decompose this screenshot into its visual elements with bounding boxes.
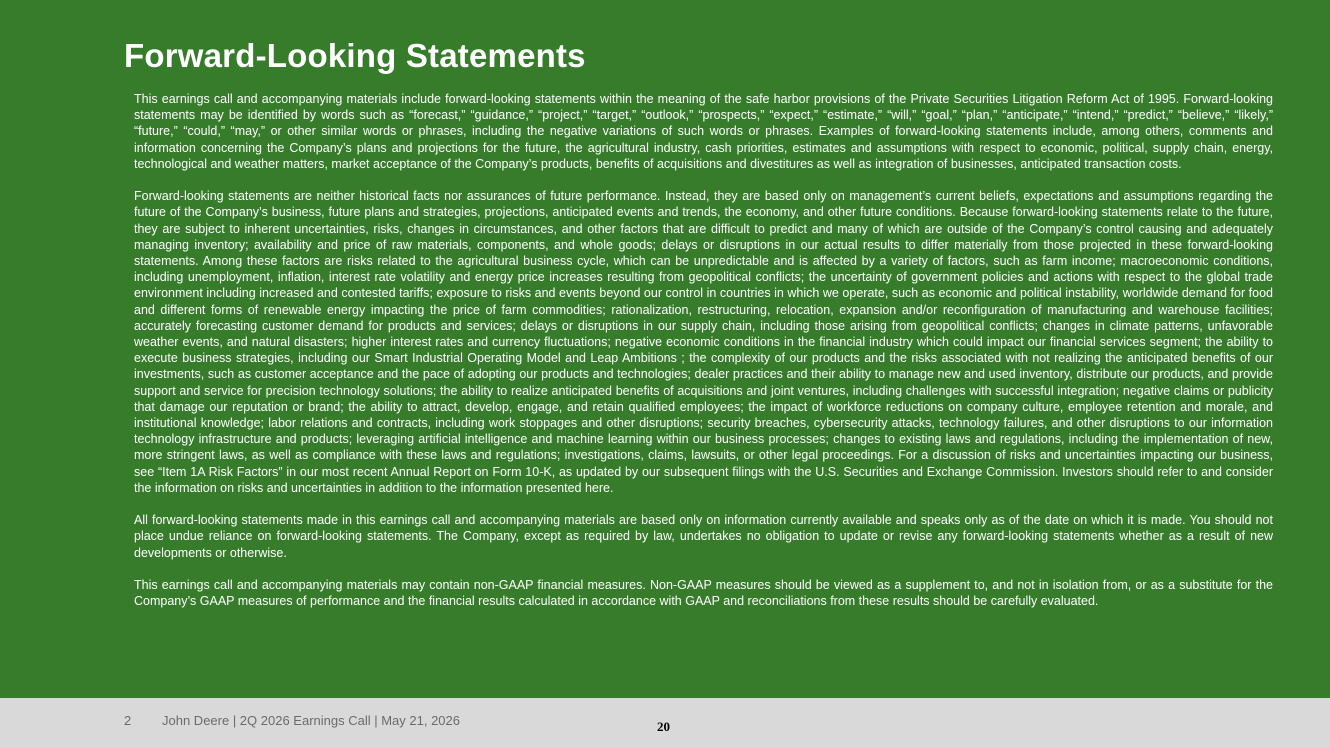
slide-title: Forward-Looking Statements [124,37,586,74]
footer-caption: John Deere | 2Q 2026 Earnings Call | May 21, 2026 [162,713,460,728]
paragraph-risk-factors: Forward-looking statements are neither historical facts nor assurances of future performance. Instead, they are based only on management’s current beliefs, expectations and assumptions regarding the future of the Company’s business, future plans and strategies, projections, anticipated events and trends, the economy, and other future conditions. Because forward-looking statements relate to the future, they are subject to inherent uncertainties, risks, changes in circumstances, and other factors that are difficult to predict and many of which are outside of the Company’s control causing and adequately managing inventory; availability and price of raw materials, components, and whole goods; delays or disruptions in our actual results to differ materially from those projected in these forward-looking statements. Among these factors are risks related to the agricultural business cycle, which can be unpredictable and is affected by a variety of factors, such as farm income; macroeconomic conditions, including unemployment, inflation, interest rate volatility and energy price increases resulting from geopolitical conflicts; the uncertainty of government policies and actions with respect to the global trade environment including increased and contested tariffs; exposure to risks and events beyond our control in countries in which we operate, such as economic and political instability, worldwide demand for food and different forms of renewable energy impacting the price of farm commodities; rationalization, restructuring, relocation, expansion and/or reconfiguration of manufacturing and warehouse facilities; accurately forecasting customer demand for products and services; delays or disruptions in our supply chain, including those arising from geopolitical conflicts; changes in climate patterns, unfavorable weather events, and natural disasters; higher interest rates and currency fluctuations; negative economic conditions in the financial industry which could impact our financial services segment; the ability to execute business strategies, including our Smart Industrial Operating Model and Leap Ambitions ; the complexity of our products and the risks associated with not realizing the anticipated benefits of our investments, such as customer acceptance and the pace of adopting our products and technologies; dealer practices and their ability to manage new and used inventory, distribute our products, and provide support and service for precision technology solutions; the ability to realize anticipated benefits of acquisitions and joint ventures, including challenges with successful integration; negative claims or publicity that damage our reputation or brand; the ability to attract, develop, engage, and retain qualified employees; the impact of workforce reductions on company culture, employee retention and morale, and institutional knowledge; labor relations and contracts, including work stoppages and other disruptions; security breaches, cybersecurity attacks, technology failures, and other disruptions to our information technology infrastructure and products; leveraging artificial intelligence and machine learning within our business processes; changes to existing laws and regulations, including the implementation of new, more stringent laws, as well as compliance with these laws and regulations; investigations, claims, lawsuits, or other legal proceedings. For a discussion of risks and uncertainties impacting our business, see “Item 1A Risk Factors” in our most recent Annual Report on Form 10-K, as updated by our subsequent filings with the U.S. Securities and Exchange Commission. Investors should refer to and consider the information on risks and uncertainties in addition to the information presented here. [134,189,1273,495]
slide-number: 2 [124,713,132,728]
slide-body [134,91,1273,609]
footer-bar [0,698,1330,748]
footer-caption-line [124,713,460,728]
page-number: 20 [657,719,670,734]
paragraph-safe-harbor: This earnings call and accompanying materials include forward-looking statements within the meaning of the safe harbor provisions of the Private Securities Litigation Reform Act of 1995. Forward-looking statements may be identified by words such as “forecast,” “guidance,” “project,” “target,” “outlook,” “prospects,” “expect,” “estimate,” “will,” “goal,” “plan,” “anticipate,” “intend,” “predict,” “believe,” “likely,” “future,” “could,” “may,” or other similar words or phrases, including the negative variations of such words or phrases. Examples of forward-looking statements include, among others, comments and information concerning the Company’s plans and projections for the future, the agricultural industry, cash priorities, estimates and assumptions with respect to economic, political, supply chain, energy, technological and weather matters, market acceptance of the Company’s products, benefits of acquisitions and divestitures as well as integration of businesses, anticipated transaction costs. [134,92,1273,171]
paragraph-no-obligation: All forward-looking statements made in this earnings call and accompanying materials are based only on information currently available and speaks only as of the date on which it is made. You should not place undue reliance on forward-looking statements. The Company, except as required by law, undertakes no obligation to update or revise any forward-looking statements whether as a result of new developments or otherwise. [134,513,1273,560]
paragraph-non-gaap: This earnings call and accompanying materials may contain non-GAAP financial measures. Non-GAAP measures should be viewed as a supplement to, and not in isolation from, or as a substitute for the Company’s GAAP measures of performance and the financial results calculated in accordance with GAAP and reconciliations from these results should be carefully evaluated. [134,578,1273,609]
